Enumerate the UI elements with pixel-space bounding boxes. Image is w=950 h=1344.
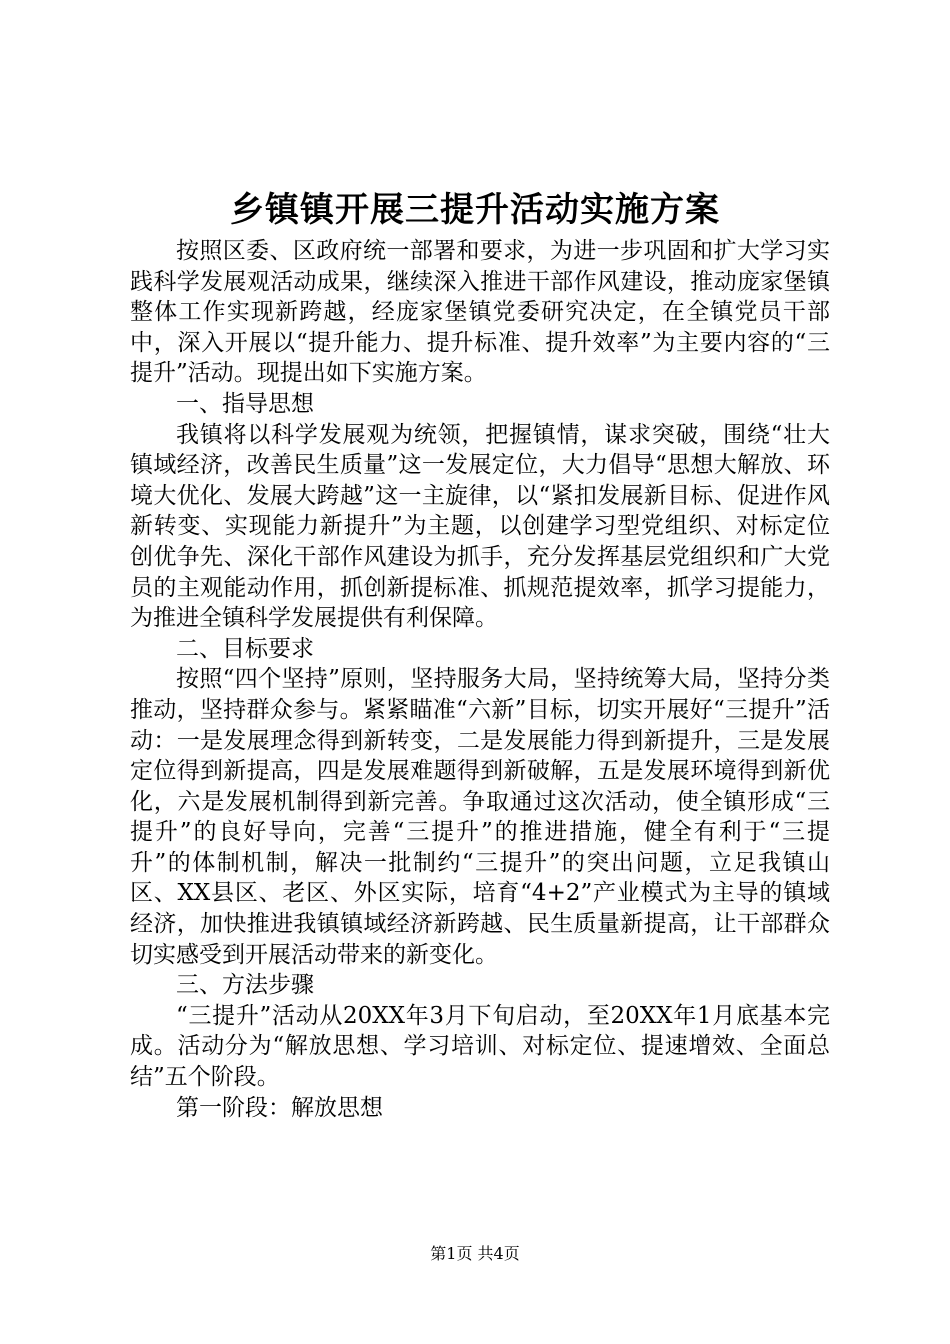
section-heading-goals: 二、目标要求 bbox=[176, 635, 314, 662]
document-body bbox=[130, 236, 830, 1123]
page-footer: 第1页 共4页 bbox=[430, 1244, 520, 1263]
guiding-thought-paragraph: 我镇将以科学发展观为统领，把握镇情，谋求突破，围绕“壮大镇域经济，改善民生质量”这一发展定位，大力倡导“思想大解放、环境大优化、发展大跨越”这一主旋律，以“紧扣发展新目标、促进作风新转变、实现能力新提升”为主题，以创建学习型党组织、对标定位创优争先、深化干部作风建设为抓手，充分发挥基层党组织和广大党员的主观能动作用，抓创新提标准、抓规范提效率，抓学习提能力，为推进全镇科学发展提供有利保障。 bbox=[130, 421, 830, 632]
goals-paragraph: 按照“四个坚持”原则，坚持服务大局，坚持统筹大局，坚持分类推动，坚持群众参与。紧紧瞄准“六新”目标，切实开展好“三提升”活动：一是发展理念得到新转变，二是发展能力得到新提升，三是发展定位得到新提高，四是发展难题得到新破解，五是发展环境得到新优化，六是发展机制得到新完善。争取通过这次活动，使全镇形成“三提升”的良好导向，完善“三提升”的推进措施，健全有利于“三提升”的体制机制，解决一批制约“三提升”的突出问题，立足我镇山区、XX县区、老区、外区实际，培育“4+2”产业模式为主导的镇域经济，加快推进我镇镇域经济新跨越、民生质量新提高，让干部群众切实感受到开展活动带来的新变化。 bbox=[130, 666, 830, 968]
document-title: 乡镇镇开展三提升活动实施方案 bbox=[230, 190, 720, 230]
section-heading-methods: 三、方法步骤 bbox=[176, 972, 314, 999]
section-heading-guiding-thought: 一、指导思想 bbox=[176, 390, 314, 417]
methods-paragraph: “三提升”活动从20XX年3月下旬启动，至20XX年1月底基本完成。活动分为“解放思想、学习培训、对标定位、提速增效、全面总结”五个阶段。 bbox=[130, 1002, 830, 1091]
intro-paragraph: 按照区委、区政府统一部署和要求，为进一步巩固和扩大学习实践科学发展观活动成果，继续深入推进干部作风建设，推动庞家堡镇整体工作实现新跨越，经庞家堡镇党委研究决定，在全镇党员干部中，深入开展以“提升能力、提升标准、提升效率”为主要内容的“三提升”活动。现提出如下实施方案。 bbox=[130, 238, 830, 387]
phase-one-heading: 第一阶段：解放思想 bbox=[176, 1094, 383, 1121]
